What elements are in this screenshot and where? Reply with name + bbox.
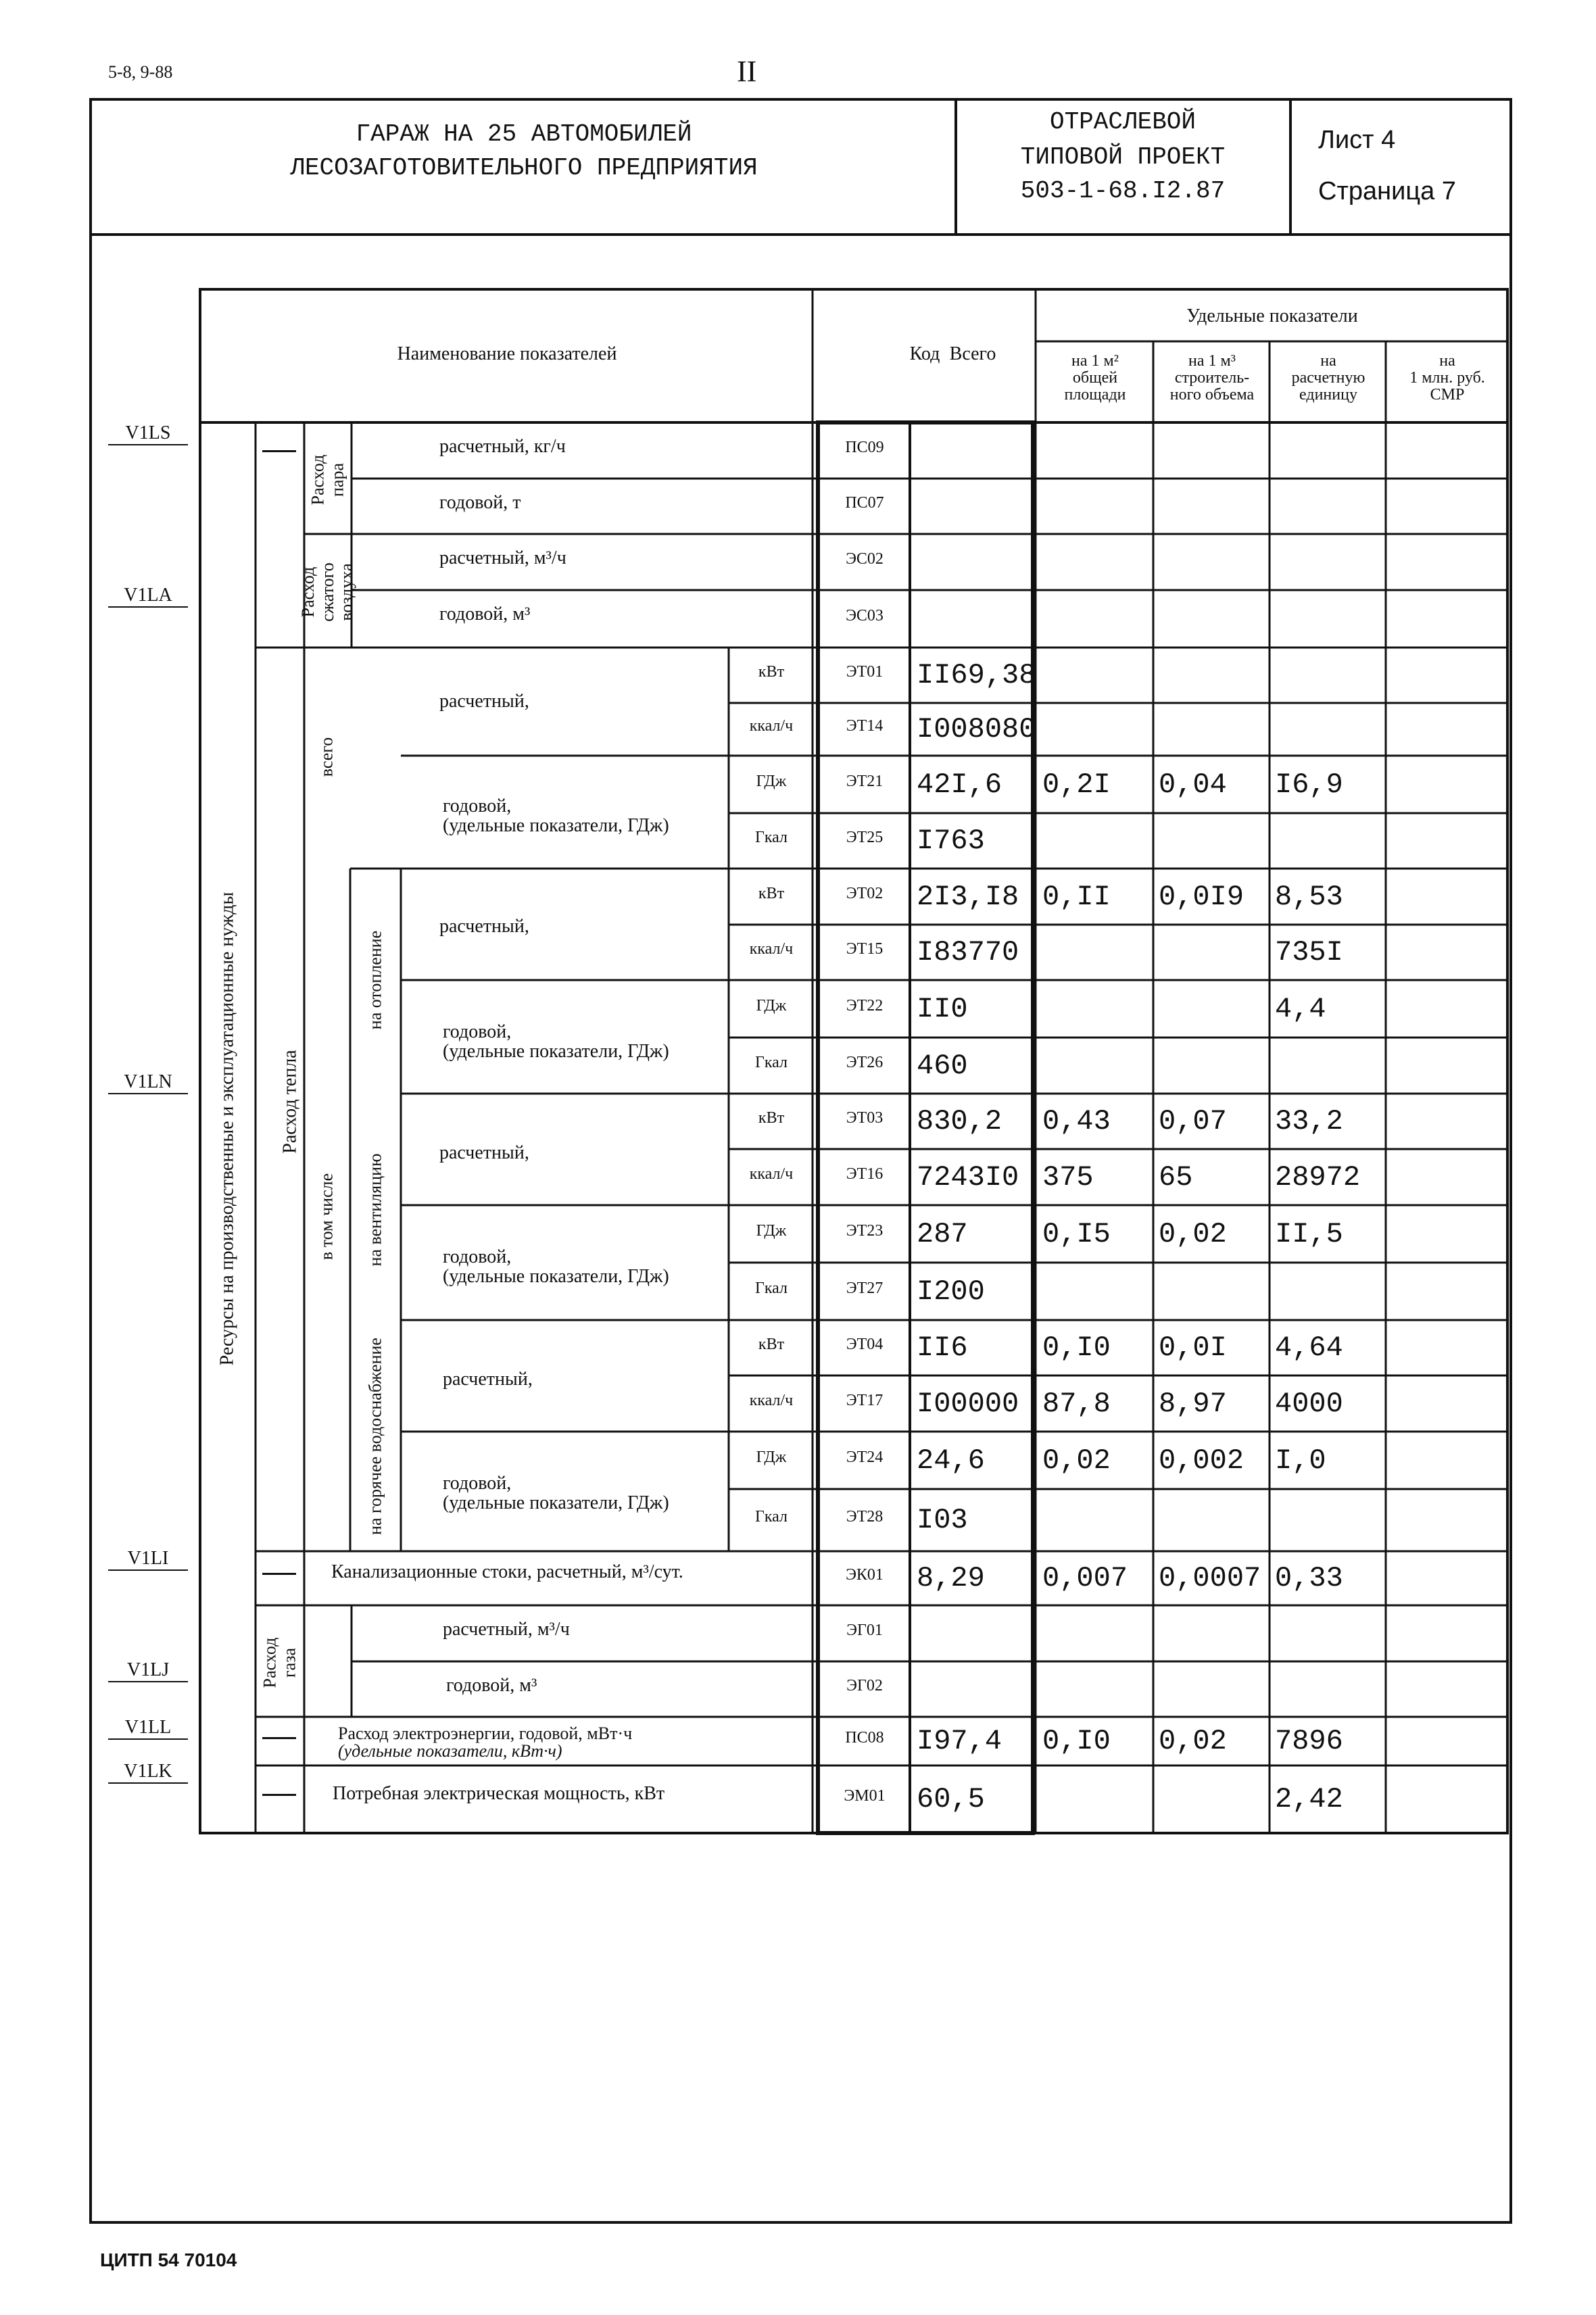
label-gas-year: годовой, м³	[446, 1675, 537, 1696]
label-gas: Расход газа	[260, 1637, 299, 1688]
row-unit: кВт	[758, 1109, 785, 1127]
row-per-unit: 8,53	[1275, 880, 1343, 913]
label-power: Потребная электрическая мощность, кВт	[333, 1783, 665, 1804]
row-per-volume: 0,0007	[1159, 1562, 1261, 1594]
project-type-line-2: ТИПОВОЙ ПРОЕКТ	[1020, 143, 1226, 171]
row-per-area: 0,43	[1042, 1105, 1111, 1138]
row-total: 460	[917, 1049, 968, 1082]
label-including: в том числе	[316, 1173, 337, 1261]
row-total: II69,38	[917, 659, 1036, 691]
row-per-volume: 0,002	[1159, 1444, 1244, 1477]
row-unit: кВт	[758, 884, 785, 902]
label-resources: Ресурсы на производственные и эксплуатационные нужды	[216, 892, 238, 1366]
row-code: ЭТ03	[846, 1109, 884, 1127]
label-air-calc: расчетный, м³/ч	[439, 547, 566, 568]
label-all: всего	[316, 737, 337, 777]
row-code: ЭТ04	[846, 1336, 884, 1353]
title-line-2: ЛЕСОЗАГОТОВИТЕЛЬНОГО ПРЕДПРИЯТИЯ	[290, 154, 758, 182]
row-per-area: 0,2I	[1042, 768, 1111, 801]
row-total: II0	[917, 992, 968, 1025]
margin-code-ln: V1LN	[108, 1071, 188, 1094]
row-total: 2I3,I8	[917, 880, 1019, 913]
row-code: ЭК01	[846, 1566, 884, 1584]
project-type-line-1: ОТРАСЛЕВОЙ	[1049, 108, 1196, 136]
sheet-number: Лист 4	[1318, 126, 1396, 154]
row-per-unit: 7896	[1275, 1725, 1343, 1757]
arrow-mark	[262, 450, 296, 452]
row-per-volume: 0,04	[1159, 768, 1227, 801]
row-per-unit: 28972	[1275, 1161, 1361, 1194]
row-per-area: 0,II	[1042, 880, 1111, 913]
row-unit: ГДж	[756, 1221, 787, 1240]
row-code: ЭМ01	[844, 1787, 886, 1805]
row-per-volume: 0,02	[1159, 1725, 1227, 1757]
row-per-volume: 0,0I	[1159, 1332, 1227, 1364]
row-code: ЭТ14	[846, 717, 884, 735]
row-unit: Гкал	[754, 1279, 788, 1297]
row-code: ЭТ28	[846, 1508, 884, 1526]
row-per-volume: 0,07	[1159, 1105, 1227, 1138]
arrow-mark	[262, 1737, 296, 1739]
row-per-volume: 0,02	[1159, 1217, 1227, 1250]
row-total: 42I,6	[917, 768, 1002, 801]
label-hot-water: на горячее водоснабжение	[365, 1338, 385, 1535]
row-per-volume: 8,97	[1159, 1387, 1227, 1420]
row-code: ЭТ01	[846, 663, 884, 681]
row-per-area: 375	[1042, 1161, 1094, 1194]
row-per-unit: 0,33	[1275, 1562, 1343, 1594]
label-ventilation: на вентиляцию	[365, 1153, 385, 1267]
header-code: Код	[909, 343, 940, 364]
row-per-area: 87,8	[1042, 1387, 1111, 1420]
header-per-million: на 1 млн. руб. СМР	[1409, 352, 1485, 404]
header-per-volume: на 1 м³ строитель- ного объема	[1169, 352, 1255, 404]
label-ventilation-calc: расчетный,	[439, 1142, 529, 1163]
row-code: ЭС03	[846, 606, 884, 625]
row-code: ЭТ15	[846, 940, 884, 958]
margin-code-lj: V1LJ	[108, 1659, 188, 1682]
label-electricity: Расход электроэнергии, годовой, мВт·ч (удельные показатели, кВт·ч)	[338, 1724, 633, 1761]
header-total: Всего	[949, 343, 996, 364]
label-ventilation-year: годовой, (удельные показатели, ГДж)	[443, 1246, 669, 1288]
title-line-1: ГАРАЖ НА 25 АВТОМОБИЛЕЙ	[356, 120, 692, 148]
row-total: I83770	[917, 936, 1019, 969]
row-unit: кВт	[758, 663, 785, 681]
arrow-mark	[262, 1794, 296, 1796]
row-per-volume: 65	[1159, 1161, 1193, 1194]
header-per-unit: на расчетную единицу	[1291, 352, 1365, 404]
row-per-area: 0,I0	[1042, 1332, 1111, 1364]
row-total: II6	[917, 1332, 968, 1364]
label-air: Расход сжатого воздуха	[298, 562, 357, 622]
label-sewage: Канализационные стоки, расчетный, м³/сут.	[331, 1561, 683, 1582]
row-total: 830,2	[917, 1105, 1002, 1138]
row-unit: Гкал	[754, 829, 788, 846]
header-per-area: на 1 м² общей площади	[1064, 352, 1126, 404]
margin-code-lk: V1LK	[108, 1761, 188, 1784]
margin-code-ls: V1LS	[108, 422, 188, 445]
row-unit: ГДж	[756, 1448, 787, 1466]
row-code: ЭТ16	[846, 1165, 884, 1183]
row-code: ЭТ21	[846, 772, 884, 790]
margin-code-la: V1LA	[108, 585, 188, 608]
row-code: ЭТ27	[846, 1279, 884, 1297]
row-total: I200	[917, 1275, 985, 1308]
row-total: I03	[917, 1504, 968, 1536]
row-total: I97,4	[917, 1725, 1002, 1757]
row-total: 7243I0	[917, 1161, 1019, 1194]
label-steam-calc: расчетный, кг/ч	[439, 436, 566, 457]
row-unit: кВт	[758, 1336, 785, 1353]
footer-stamp: ЦИТП 54 70104	[100, 2249, 237, 2270]
row-code: ЭТ02	[846, 884, 884, 902]
doc-code: 5-8, 9-88	[108, 62, 173, 82]
row-per-unit: 4,4	[1275, 992, 1326, 1025]
row-per-unit: 2,42	[1275, 1783, 1343, 1816]
project-number: 503-1-68.I2.87	[1020, 177, 1226, 205]
row-code: ПС08	[845, 1729, 884, 1747]
row-unit: ГДж	[756, 996, 787, 1015]
label-heating-year: годовой, (удельные показатели, ГДж)	[443, 1021, 669, 1063]
row-per-unit: 4,64	[1275, 1332, 1343, 1364]
row-code: ЭТ23	[846, 1221, 884, 1240]
row-code: ЭТ25	[846, 829, 884, 846]
row-unit: ккал/ч	[749, 717, 794, 735]
label-heating-calc: расчетный,	[439, 916, 529, 937]
row-unit: ккал/ч	[749, 1391, 794, 1409]
row-per-unit: I,0	[1275, 1444, 1326, 1477]
row-total: I008080	[917, 713, 1036, 746]
row-unit: ккал/ч	[749, 1165, 794, 1183]
row-per-volume: 0,0I9	[1159, 880, 1244, 913]
label-steam-year: годовой, т	[439, 492, 521, 513]
row-per-area: 0,007	[1042, 1562, 1128, 1594]
margin-code-li: V1LI	[108, 1548, 188, 1571]
row-unit: Гкал	[754, 1053, 788, 1071]
page-index: Страница 7	[1318, 177, 1456, 205]
row-total: I00000	[917, 1387, 1019, 1420]
row-code: ЭТ24	[846, 1448, 884, 1466]
label-hot-water-calc: расчетный,	[443, 1369, 533, 1390]
row-total: 24,6	[917, 1444, 985, 1477]
margin-code-ll: V1LL	[108, 1717, 188, 1740]
row-code: ЭС02	[846, 550, 884, 568]
row-code: ЭТ26	[846, 1053, 884, 1071]
row-code: ЭГ01	[846, 1621, 883, 1639]
row-code: ПС09	[845, 438, 884, 456]
label-all-calc: расчетный,	[439, 691, 529, 712]
arrow-mark	[262, 1573, 296, 1575]
row-code: ЭТ17	[846, 1391, 884, 1409]
row-code: ПС07	[845, 494, 884, 512]
row-per-unit: 33,2	[1275, 1105, 1343, 1138]
header-name: Наименование показателей	[397, 343, 617, 364]
page-number: II	[737, 55, 757, 88]
row-code: ЭГ02	[846, 1677, 883, 1695]
row-per-unit: II,5	[1275, 1217, 1343, 1250]
label-heating: на отопление	[365, 930, 385, 1030]
label-steam: Расход пара	[308, 454, 347, 506]
row-per-area: 0,I5	[1042, 1217, 1111, 1250]
row-per-area: 0,I0	[1042, 1725, 1111, 1757]
label-heat: Расход тепла	[279, 1050, 301, 1154]
row-unit: ГДж	[756, 772, 787, 790]
row-code: ЭТ22	[846, 996, 884, 1015]
row-unit: Гкал	[754, 1508, 788, 1526]
row-per-unit: 4000	[1275, 1387, 1343, 1420]
row-total: 287	[917, 1217, 968, 1250]
row-total: I763	[917, 825, 985, 857]
row-per-area: 0,02	[1042, 1444, 1111, 1477]
label-all-year: годовой, (удельные показатели, ГДж)	[443, 796, 669, 837]
label-gas-calc: расчетный, м³/ч	[443, 1619, 570, 1640]
header-specific: Удельные показатели	[1186, 306, 1358, 326]
row-total: 8,29	[917, 1562, 985, 1594]
label-hot-water-year: годовой, (удельные показатели, ГДж)	[443, 1473, 669, 1514]
row-total: 60,5	[917, 1783, 985, 1816]
row-per-unit: I6,9	[1275, 768, 1343, 801]
label-air-year: годовой, м³	[439, 604, 531, 625]
row-unit: ккал/ч	[749, 940, 794, 958]
row-per-unit: 735I	[1275, 936, 1343, 969]
